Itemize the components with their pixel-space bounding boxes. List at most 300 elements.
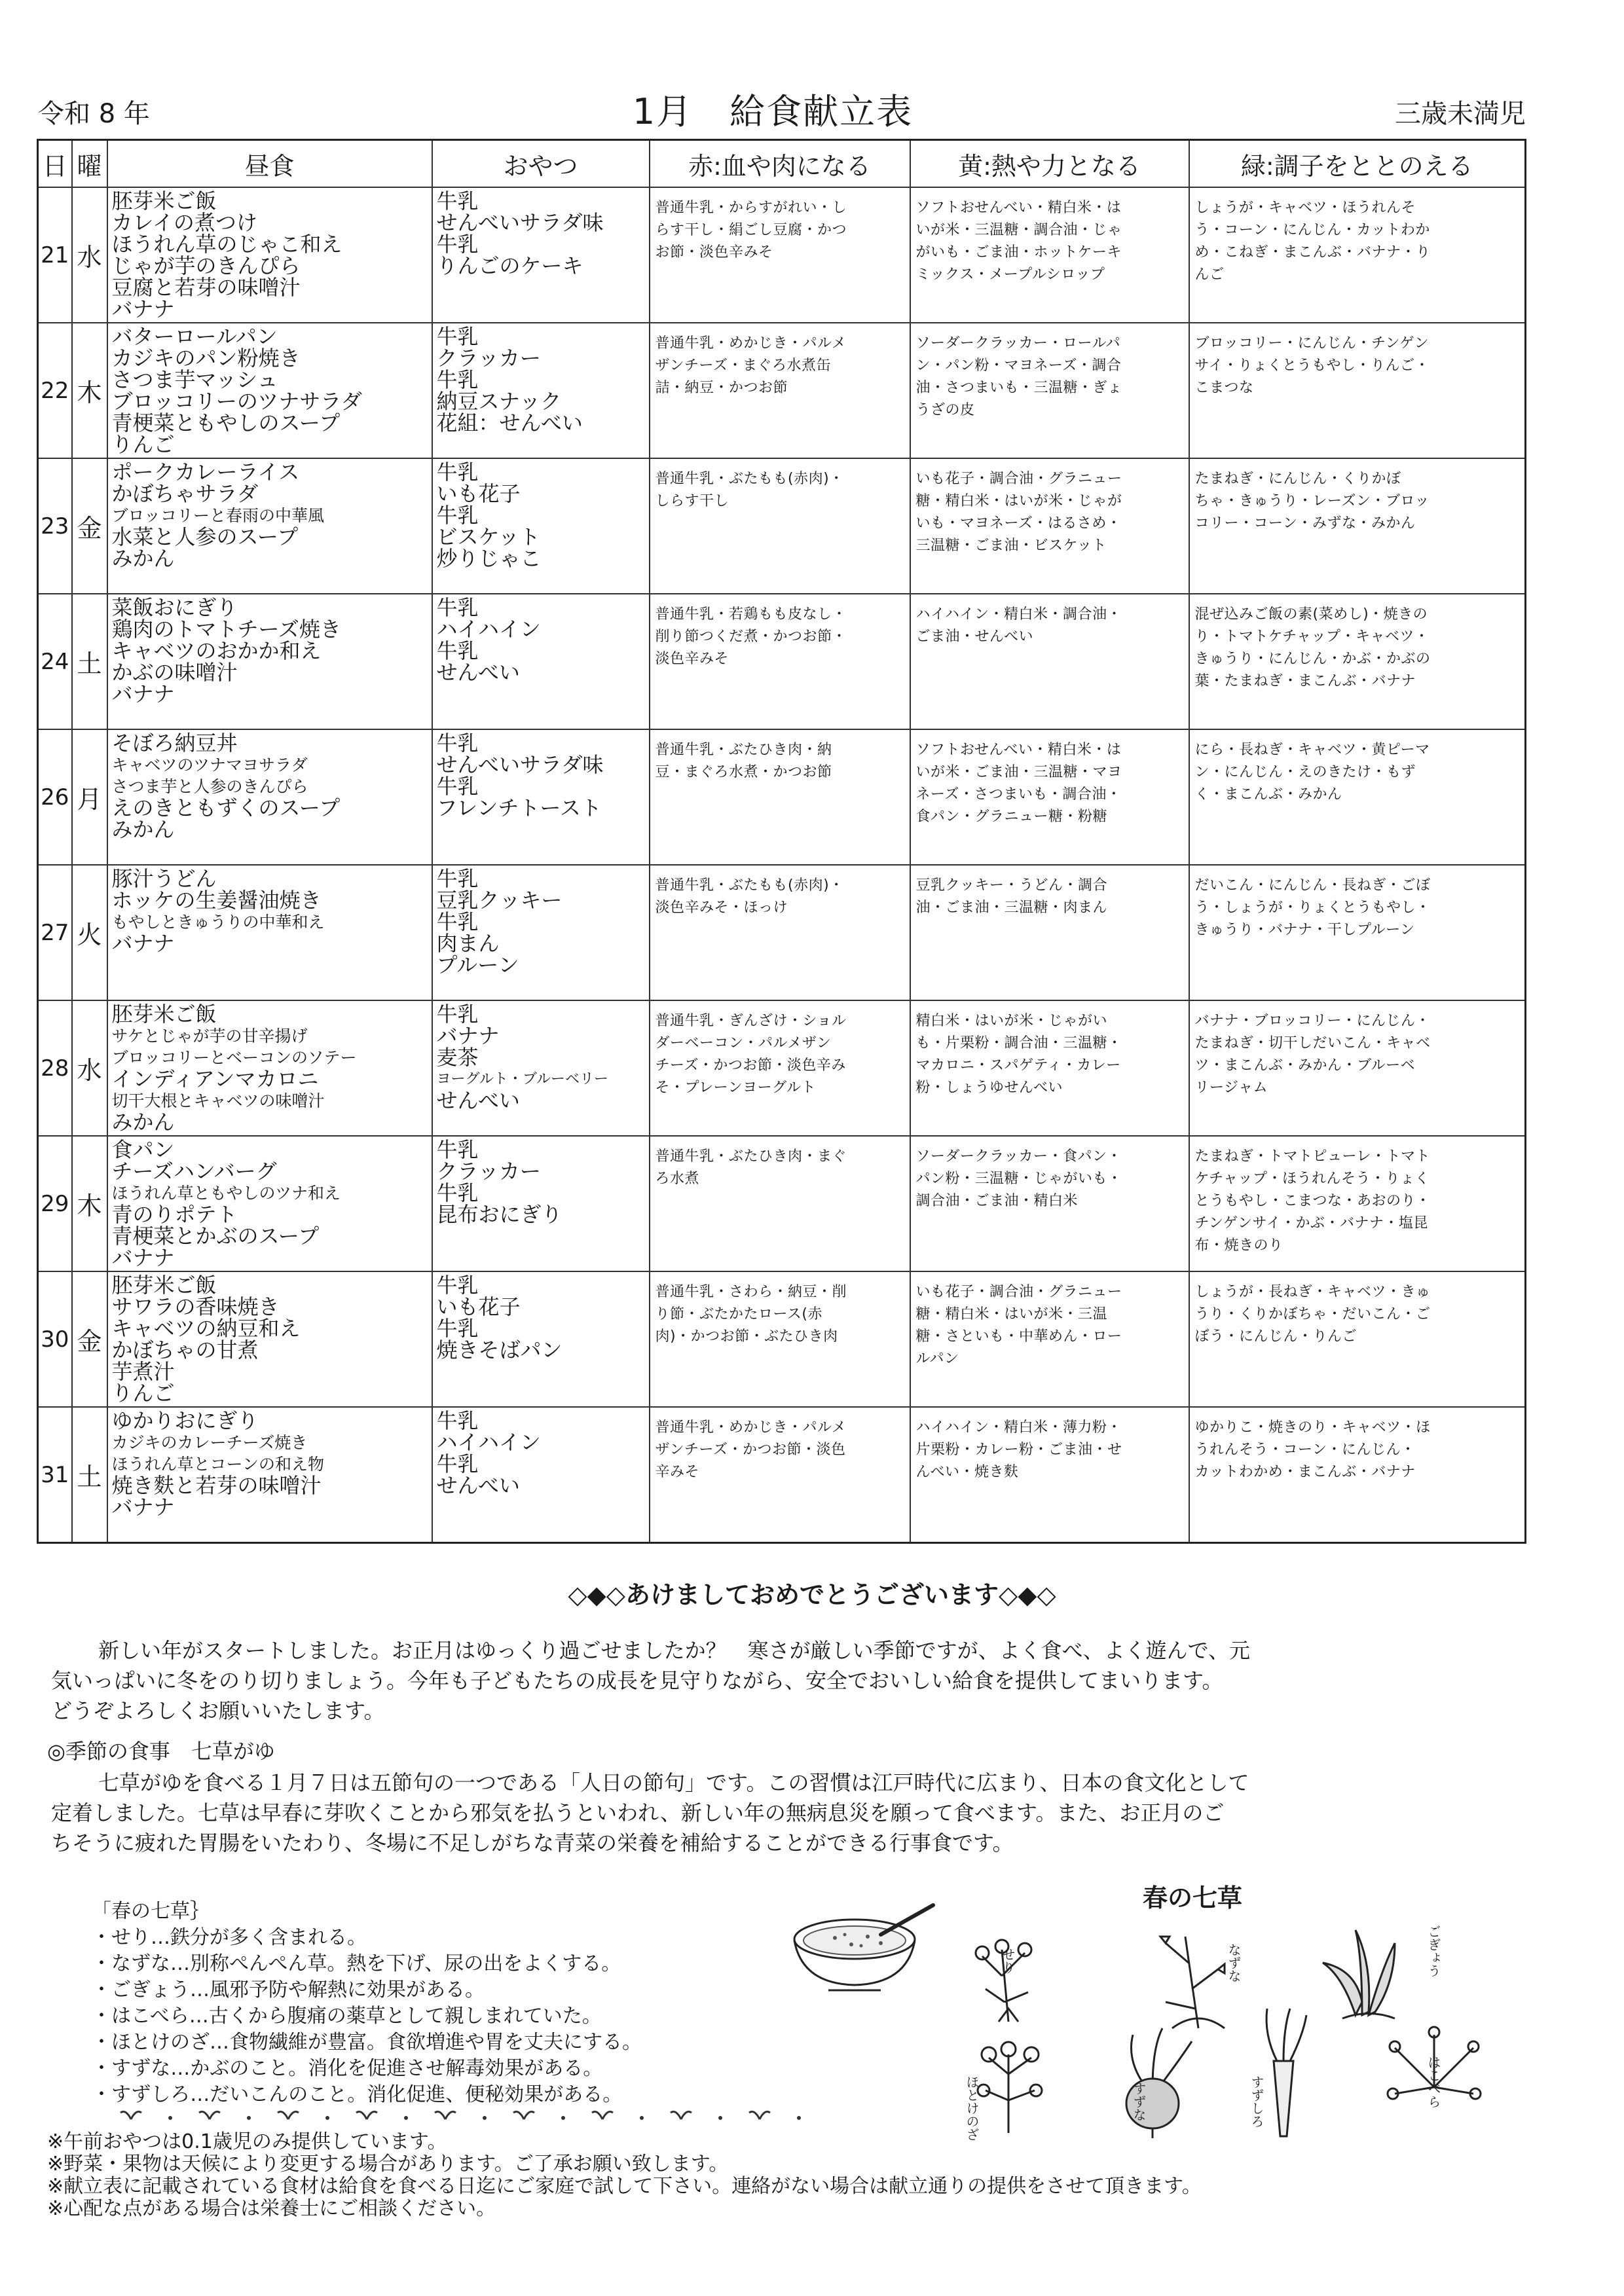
snack-items-line: 炒りじゃこ	[436, 546, 542, 572]
snack-items-line: 牛乳	[436, 232, 479, 257]
green-group-foods-line: しょうが・長ねぎ・キャベツ・きゅ	[1194, 1284, 1431, 1301]
day-weekday: 水	[72, 187, 107, 323]
snack-items-line: 牛乳	[436, 1180, 479, 1206]
red-group-foods-line: そ・プレーンヨーグルト	[655, 1080, 817, 1097]
lunch-items-line: 青梗菜ともやしのスープ	[111, 410, 341, 436]
green-group-foods-line: にら・長ねぎ・キャベツ・黄ピーマ	[1194, 742, 1430, 759]
lunch-items	[107, 1407, 432, 1542]
lunch-items-line: ほうれん草のじゃこ和え	[111, 232, 342, 257]
red-group-foods	[650, 865, 910, 1000]
snack-items-line: いも花子	[436, 481, 521, 507]
col-red: 赤:血や肉になる	[650, 140, 910, 188]
suzushiro-plant-icon	[1266, 2009, 1306, 2136]
lunch-items	[107, 1136, 432, 1271]
snack-items-line: ヨーグルト・ブルーベリー	[436, 1071, 608, 1088]
snack-items-line: 牛乳	[436, 324, 479, 350]
lunch-items-line: バナナ	[111, 1495, 175, 1520]
lunch-items-line: ほうれん草とコーンの和え物	[111, 1455, 325, 1474]
red-group-foods-line: ろ水煮	[655, 1171, 700, 1188]
snack-items	[432, 1271, 650, 1407]
snack-items-line: 肉まん	[436, 931, 500, 957]
red-group-foods-line: 普通牛乳・めかじき・パルメ	[655, 335, 847, 352]
snack-items	[432, 729, 650, 865]
snack-items-line: せんべいサラダ味	[436, 752, 604, 778]
green-group-foods-line: り・トマトケチャップ・キャベツ・	[1194, 629, 1430, 646]
green-group-foods-line: カットわかめ・まこんぶ・バナナ	[1194, 1464, 1416, 1481]
herbs-list-title: 「春の七草｝	[92, 1900, 210, 1923]
red-group-foods-line: 詰・納豆・かつお節	[655, 380, 788, 397]
day-date: 29	[38, 1136, 72, 1271]
red-group-foods-line: ダーベーコン・パルメザン	[655, 1035, 832, 1052]
porridge-bowl-icon	[783, 1899, 953, 1997]
green-group-foods-line: たまねぎ・切干しだいこん・キャベ	[1194, 1035, 1431, 1052]
yellow-group-foods-line: んべい・焼き麩	[915, 1464, 1019, 1481]
red-group-foods-line: 普通牛乳・さわら・納豆・削	[655, 1284, 847, 1301]
note-item: ※献立表に記載されている食材は給食を食べる日迄にご家庭で試して下さい。連絡がない場合は献立通りの提供をさせて頂きます。	[47, 2175, 1202, 2198]
red-group-foods-line: お節・淡色辛みそ	[655, 244, 773, 261]
snack-items-line: 牛乳	[436, 638, 479, 664]
snack-items-line: せんべい	[436, 1088, 520, 1114]
day-weekday: 金	[72, 458, 107, 594]
snack-items-line: 牛乳	[436, 1316, 479, 1341]
green-group-foods	[1189, 1271, 1526, 1407]
snack-items-line: せんべいサラダ味	[436, 210, 604, 235]
table-row	[38, 594, 1526, 729]
yellow-group-foods-line: ルパン	[915, 1351, 959, 1368]
green-group-foods-line: 葉・たまねぎ・まこんぶ・バナナ	[1194, 673, 1416, 690]
yellow-group-foods-line: ン・パン粉・マヨネーズ・調合	[915, 357, 1122, 374]
lunch-items-line: カジキのパン粉焼き	[111, 346, 301, 371]
yellow-group-foods-line: いが米・ごま油・三温糖・マヨ	[915, 764, 1122, 781]
green-group-foods-line: だいこん・にんじん・長ねぎ・ごぼ	[1194, 877, 1431, 894]
snack-items-line: りんごのケーキ	[436, 253, 583, 278]
table-header-row	[38, 140, 1526, 188]
lunch-items-line: りんご	[111, 432, 175, 458]
nazuna-plant-icon	[1160, 1937, 1225, 2028]
greeting-line: 気いっぱいに冬をのり切りましょう。今年も子どもたちの成長を見守りながら、安全でおいしい給食を提供してまいります。	[51, 1668, 1223, 1693]
table-row	[38, 1136, 1526, 1271]
yellow-group-foods-line: ソフトおせんべい・精白米・は	[915, 200, 1122, 216]
table-row	[38, 1407, 1526, 1542]
yellow-group-foods-line: ソフトおせんべい・精白米・は	[915, 742, 1122, 759]
snack-items-line: 納豆スナック	[436, 389, 562, 414]
yellow-group-foods-line: いも花子・調合油・グラニュー	[915, 471, 1122, 488]
lunch-items-line: ブロッコリーのツナサラダ	[111, 389, 362, 414]
snack-items-line: 牛乳	[436, 866, 479, 892]
lunch-items-line: キャベツのおかか和え	[111, 638, 322, 664]
lunch-items-line: 焼き麩と若芽の味噌汁	[111, 1473, 322, 1499]
red-group-foods-line: 普通牛乳・ぶたもも(赤肉)・	[655, 471, 844, 488]
day-date: 23	[38, 458, 72, 594]
lunch-items-line: ブロッコリーとベーコンのソテー	[111, 1048, 357, 1068]
plant-label-hotokenoza: ほとけのざ	[964, 2075, 980, 2141]
green-group-foods-line: バナナ・ブロッコリー・にんじん・	[1194, 1013, 1431, 1030]
lunch-items-line: 菜飯おにぎり	[111, 595, 238, 621]
green-group-foods	[1189, 458, 1526, 594]
table-row	[38, 1000, 1526, 1136]
day-weekday: 木	[72, 323, 107, 458]
red-group-foods-line: 淡色辛みそ・ほっけ	[655, 900, 788, 917]
day-date: 26	[38, 729, 72, 865]
green-group-foods-line: ケチャップ・ほうれんそう・りょく	[1194, 1171, 1430, 1188]
lunch-items	[107, 594, 432, 729]
lunch-items-line: ブロッコリーと春雨の中華風	[111, 506, 325, 526]
yellow-group-foods-line: ミックス・メープルシロップ	[915, 266, 1105, 283]
green-group-foods-line: うれんそう・コーン・にんじん・	[1194, 1442, 1416, 1459]
lunch-items-line: 青のりポテト	[111, 1202, 238, 1228]
seasonal-line: ちそうに疲れた胃腸をいたわり、冬場に不足しがちな青菜の栄養を補給することができる行事食です。	[51, 1831, 1014, 1855]
note-item: ※午前おやつは0.1歳児のみ提供しています。	[47, 2130, 447, 2153]
plant-label-gogyo: ごぎょう	[1426, 1925, 1441, 1977]
snack-items-line: いも花子	[436, 1294, 521, 1320]
plant-label-suzushiro: すずしろ	[1249, 2075, 1264, 2128]
gogyo-plant-icon	[1323, 1930, 1395, 2018]
era-year: 令和 8 年	[38, 99, 150, 129]
snack-items	[432, 1000, 650, 1136]
lunch-items-line: カジキのカレーチーズ焼き	[111, 1433, 308, 1453]
lunch-items-line: 食パン	[111, 1137, 175, 1163]
green-group-foods	[1189, 1000, 1526, 1136]
snack-items-line: せんべい	[436, 660, 520, 685]
day-date: 27	[38, 865, 72, 1000]
snack-items-line: 麦茶	[436, 1045, 479, 1070]
red-group-foods-line: 普通牛乳・めかじき・パルメ	[655, 1419, 847, 1436]
yellow-group-foods-line: 糖・精白米・はいが米・じゃが	[915, 493, 1122, 510]
list-item: ・なずな…別称ぺんぺん草。熱を下げ、尿の出をよくする。	[92, 1952, 621, 1975]
yellow-group-foods-line: 精白米・はいが米・じゃがい	[915, 1013, 1108, 1030]
snack-items	[432, 187, 650, 323]
green-group-foods	[1189, 865, 1526, 1000]
green-group-foods-line: う・しょうが・りょくとうもやし・	[1194, 900, 1431, 917]
lunch-items-line: インディアンマカロニ	[111, 1066, 319, 1092]
green-group-foods-line: しょうが・キャベツ・ほうれんそ	[1194, 200, 1416, 216]
green-group-foods-line: サイ・りょくとうもやし・りんご・	[1194, 357, 1430, 374]
day-date: 21	[38, 187, 72, 323]
snack-items-line: 牛乳	[436, 1137, 479, 1163]
lunch-items	[107, 865, 432, 1000]
green-group-foods-line: んご	[1194, 266, 1225, 283]
red-group-foods-line: ザンチーズ・まぐろ水煮缶	[655, 357, 831, 374]
lunch-items-line: 水菜と人参のスープ	[111, 524, 299, 550]
table-row	[38, 1271, 1526, 1407]
col-date: 日	[38, 140, 72, 188]
snack-items-line: ハイハイン	[436, 1430, 541, 1455]
red-group-foods-line: り節・ぶたかたロース(赤	[655, 1306, 822, 1323]
yellow-group-foods-line: ネーズ・さつまいも・調合油・	[915, 786, 1122, 803]
yellow-group-foods	[910, 1407, 1189, 1542]
snack-items-line: 牛乳	[436, 1273, 479, 1298]
class-name: 三歳未満児	[1395, 99, 1526, 129]
plant-label-suzuna: すずな	[1131, 2082, 1147, 2121]
yellow-group-foods-line: ごま油・せんべい	[915, 629, 1034, 646]
snack-items	[432, 1407, 650, 1542]
col-yellow: 黄:熱や力となる	[910, 140, 1189, 188]
lunch-items-line: ゆかりおにぎり	[111, 1408, 259, 1434]
yellow-group-foods-line: パン粉・三温糖・じゃがいも・	[915, 1171, 1122, 1188]
lunch-items-line: えのきともずくのスープ	[111, 795, 341, 821]
yellow-group-foods-line: 片栗粉・カレー粉・ごま油・せ	[915, 1442, 1122, 1459]
green-group-foods-line: ン・にんじん・えのきたけ・もず	[1194, 764, 1416, 781]
lunch-items-line: みかん	[111, 546, 175, 572]
table-row	[38, 323, 1526, 458]
yellow-group-foods	[910, 594, 1189, 729]
red-group-foods	[650, 458, 910, 594]
snack-items	[432, 1136, 650, 1271]
green-group-foods-line: きゅうり・バナナ・干しプルーン	[1194, 922, 1415, 939]
yellow-group-foods-line: 食パン・グラニュー糖・粉糖	[915, 809, 1108, 826]
snack-items-line: 牛乳	[436, 731, 479, 756]
lunch-items-line: バナナ	[111, 297, 175, 321]
day-date: 31	[38, 1407, 72, 1542]
snack-items-line: せんべい	[436, 1473, 520, 1499]
list-item: ・すずな…かぶのこと。消化を促進させ解毒効果がある。	[92, 2057, 603, 2080]
snack-items-line: 牛乳	[436, 909, 479, 935]
day-date: 30	[38, 1271, 72, 1407]
green-group-foods-line: リージャム	[1194, 1080, 1268, 1097]
snack-items-line: ビスケット	[436, 524, 540, 550]
green-group-foods-line: こまつな	[1194, 380, 1254, 397]
green-group-foods	[1189, 1136, 1526, 1271]
col-lunch: 昼食	[107, 140, 432, 188]
yellow-group-foods-line: も・片栗粉・調合油・三温糖・	[915, 1035, 1122, 1052]
red-group-foods-line: 普通牛乳・からすがれい・し	[655, 200, 847, 216]
snack-items-line: 昆布おにぎり	[436, 1202, 563, 1228]
lunch-items-line: サワラの香味焼き	[111, 1294, 280, 1320]
list-item: ・ほとけのざ…食物繊維が豊富。食欲増進や胃を丈夫にする。	[92, 2031, 642, 2054]
page-title: 1月 給食献立表	[632, 91, 913, 132]
red-group-foods	[650, 323, 910, 458]
snack-items-line: 花組：せんべい	[436, 410, 583, 436]
lunch-items-line: ほうれん草ともやしのツナ和え	[111, 1184, 341, 1203]
lunch-items-line: 胚芽米ご飯	[111, 1273, 217, 1298]
lunch-items-line: サケとじゃが芋の甘辛揚げ	[111, 1027, 308, 1046]
snack-items-line: 豆乳クッキー	[436, 888, 563, 913]
col-dow: 曜	[72, 140, 107, 188]
red-group-foods	[650, 1000, 910, 1136]
green-group-foods-line: コリー・コーン・みずな・みかん	[1194, 515, 1416, 532]
greeting-paragraph	[51, 1635, 1551, 1726]
green-group-foods-line: ツ・まこんぶ・みかん・ブルーベ	[1194, 1057, 1416, 1074]
red-group-foods-line: チーズ・かつお節・淡色辛み	[655, 1057, 846, 1074]
red-group-foods-line: 普通牛乳・若鶏もも皮なし・	[655, 606, 847, 623]
greeting-heading: ◇◆◇あけましておめでとうございます◇◆◇	[568, 1580, 1056, 1609]
red-group-foods-line: 普通牛乳・ぎんざけ・ショル	[655, 1013, 847, 1030]
red-group-foods	[650, 1407, 910, 1542]
yellow-group-foods-line: マカロニ・スパゲティ・カレー	[915, 1057, 1121, 1074]
snack-items-line: 牛乳	[436, 1408, 479, 1434]
lunch-items-line: キャベツのツナマヨサラダ	[111, 756, 308, 775]
list-item: ・はこべら…古くから腹痛の薬草として親しまれていた。	[92, 2005, 602, 2028]
red-group-foods	[650, 594, 910, 729]
snack-items-line: 牛乳	[436, 595, 479, 621]
green-group-foods-line: ちゃ・きゅうり・レーズン・ブロッ	[1194, 493, 1430, 510]
day-weekday: 月	[72, 729, 107, 865]
lunch-items-line: さつま芋と人参のきんぴら	[111, 777, 308, 797]
red-group-foods	[650, 187, 910, 323]
lunch-items	[107, 729, 432, 865]
list-item: ・すずしろ…だいこんのこと。消化促進、便秘効果がある。	[92, 2083, 623, 2106]
yellow-group-foods-line: 油・さつまいも・三温糖・ぎょ	[915, 380, 1122, 397]
yellow-group-foods-line: 糖・精白米・はいが米・三温	[915, 1306, 1108, 1323]
yellow-group-foods-line: 粉・しょうゆせんべい	[915, 1080, 1063, 1097]
green-group-foods-line: うり・くりかぼちゃ・だいこん・ご	[1194, 1306, 1431, 1323]
col-green: 緑:調子をととのえる	[1189, 140, 1526, 188]
green-group-foods-line: とうもやし・こまつな・あおのり・	[1194, 1193, 1431, 1210]
snack-items-line: クラッカー	[436, 346, 541, 371]
lunch-items-line: 豚汁うどん	[111, 866, 217, 892]
lunch-items-line: さつま芋マッシュ	[111, 367, 278, 393]
day-weekday: 木	[72, 1136, 107, 1271]
red-group-foods-line: 淡色辛みそ	[655, 651, 729, 668]
snack-items-line: 牛乳	[436, 1002, 479, 1027]
day-weekday: 火	[72, 865, 107, 1000]
lunch-items	[107, 323, 432, 458]
hotokenoza-plant-icon	[978, 2042, 1042, 2133]
lunch-items-line: 胚芽米ご飯	[111, 189, 217, 213]
lunch-items	[107, 1000, 432, 1136]
red-group-foods-line: 普通牛乳・ぶたもも(赤肉)・	[655, 877, 844, 894]
yellow-group-foods	[910, 458, 1189, 594]
yellow-group-foods	[910, 323, 1189, 458]
lunch-items-line: 芋煮汁	[111, 1359, 175, 1385]
lunch-items	[107, 458, 432, 594]
snack-items-line: 牛乳	[436, 1451, 479, 1477]
green-group-foods-line: 混ぜ込みご飯の素(菜めし)・焼きの	[1194, 606, 1428, 623]
red-group-foods-line: しらす干し	[655, 493, 729, 510]
red-group-foods-line: 普通牛乳・ぶたひき肉・納	[655, 742, 832, 759]
lunch-items-line: 胚芽米ご飯	[111, 1002, 217, 1027]
day-weekday: 土	[72, 1407, 107, 1542]
snack-items-line: 焼きそばパン	[436, 1338, 563, 1363]
seasonal-heading: ◎季節の食事 七草がゆ	[47, 1739, 275, 1764]
lunch-items-line: そぼろ納豆丼	[111, 731, 238, 756]
red-group-foods	[650, 1136, 910, 1271]
yellow-group-foods	[910, 865, 1189, 1000]
snack-items-line: 牛乳	[436, 503, 479, 528]
day-date: 28	[38, 1000, 72, 1136]
table-row	[38, 865, 1526, 1000]
snack-items	[432, 865, 650, 1000]
table-row	[38, 187, 1526, 323]
yellow-group-foods-line: いが米・三温糖・調合油・じゃ	[915, 222, 1122, 238]
lunch-items-line: チーズハンバーグ	[111, 1159, 277, 1184]
yellow-group-foods-line: がいも・ごま油・ホットケーキ	[915, 244, 1122, 261]
snack-items-line: 牛乳	[436, 460, 479, 485]
snack-items-line: クラッカー	[436, 1159, 541, 1184]
plant-label-nazuna: なずな	[1226, 1943, 1242, 1982]
yellow-group-foods-line: 糖・さといも・中華めん・ロー	[915, 1328, 1122, 1345]
red-group-foods	[650, 1271, 910, 1407]
yellow-group-foods-line: 調合油・ごま油・精白米	[915, 1193, 1079, 1210]
list-item: ・ごぎょう…風邪予防や解熱に効果がある。	[92, 1978, 485, 2001]
lunch-items	[107, 187, 432, 323]
yellow-group-foods-line: ハイハイン・精白米・調合油・	[915, 606, 1122, 623]
day-date: 22	[38, 323, 72, 458]
footnotes	[47, 2131, 1202, 2220]
green-group-foods-line: く・まこんぶ・みかん	[1194, 786, 1342, 803]
snack-items	[432, 323, 650, 458]
illustration-title: 春の七草	[1143, 1883, 1243, 1912]
lunch-items-line: キャベツの納豆和え	[111, 1316, 301, 1341]
note-item: ※野菜・果物は天候により変更する場合があります。ご了承お願い致します。	[47, 2153, 729, 2176]
lunch-items-line: かぶの味噌汁	[111, 660, 238, 685]
snack-items-line: 牛乳	[436, 367, 479, 393]
lunch-items-line: ポークカレーライス	[111, 460, 300, 485]
snack-items-line: プルーン	[436, 953, 519, 978]
yellow-group-foods	[910, 1136, 1189, 1271]
plant-label-seri: せり	[1000, 1948, 1016, 1974]
yellow-group-foods-line: うざの皮	[915, 402, 975, 419]
yellow-group-foods	[910, 1000, 1189, 1136]
green-group-foods	[1189, 729, 1526, 865]
green-group-foods-line: たまねぎ・トマトピューレ・トマト	[1194, 1148, 1431, 1165]
plant-label-hakobera: はこべら	[1426, 2056, 1441, 2108]
red-group-foods-line: 辛みそ	[655, 1464, 700, 1481]
seasonal-line: 七草がゆを食べる１月７日は五節句の一つである「人日の節句」です。この習慣は江戸時代に広まり、日本の食文化として	[98, 1770, 1249, 1795]
lunch-items-line: バターロールパン	[111, 324, 278, 350]
snack-items-line: バナナ	[436, 1023, 500, 1049]
greeting-line: どうぞよろしくお願いいたします。	[51, 1698, 385, 1723]
green-group-foods	[1189, 323, 1526, 458]
snack-items	[432, 594, 650, 729]
lunch-items-line: かぼちゃの甘煮	[111, 1338, 259, 1363]
snack-items-line: ハイハイン	[436, 617, 541, 642]
lunch-items-line: バナナ	[111, 682, 175, 707]
yellow-group-foods	[910, 1271, 1189, 1407]
green-group-foods-line: きゅうり・にんじん・かぶ・かぶの	[1194, 651, 1431, 668]
red-group-foods-line: 普通牛乳・ぶたひき肉・まぐ	[655, 1148, 847, 1165]
red-group-foods-line: ザンチーズ・かつお節・淡色	[655, 1442, 846, 1459]
sprout-divider-icon	[118, 2098, 904, 2124]
yellow-group-foods-line: いも花子・調合油・グラニュー	[915, 1284, 1122, 1301]
day-weekday: 土	[72, 594, 107, 729]
lunch-items-line: かぼちゃサラダ	[111, 481, 259, 507]
green-group-foods-line: ぼう・にんじん・りんご	[1194, 1328, 1357, 1345]
lunch-items	[107, 1271, 432, 1407]
greeting-line: 新しい年がスタートしました。お正月はゆっくり過ごせましたか？ 寒さが厳しい季節ですが、よく食べ、よく遊んで、元	[98, 1638, 1251, 1663]
red-group-foods-line: 肉)・かつお節・ぶたひき肉	[655, 1328, 838, 1345]
lunch-items-line: バナナ	[111, 931, 175, 957]
green-group-foods	[1189, 187, 1526, 323]
table-row	[38, 458, 1526, 594]
green-group-foods	[1189, 1407, 1526, 1542]
lunch-items-line: みかん	[111, 1110, 175, 1135]
green-group-foods-line: め・こねぎ・まこんぶ・バナナ・り	[1194, 244, 1431, 261]
yellow-group-foods-line: ハイハイン・精白米・薄力粉・	[915, 1419, 1122, 1436]
yellow-group-foods-line: 三温糖・ごま油・ビスケット	[915, 538, 1107, 555]
green-group-foods-line: 布・焼きのり	[1194, 1237, 1283, 1254]
yellow-group-foods-line: 油・ごま油・三温糖・肉まん	[915, 900, 1108, 917]
day-date: 24	[38, 594, 72, 729]
note-item: ※心配な点がある場合は栄養士にご相談ください。	[47, 2197, 496, 2220]
yellow-group-foods-line: ソーダークラッカー・ロールパ	[915, 335, 1121, 352]
lunch-items-line: じゃが芋のきんぴら	[111, 253, 301, 278]
yellow-group-foods-line: ソーダークラッカー・食パン・	[915, 1148, 1122, 1165]
seasonal-paragraph	[51, 1768, 1551, 1858]
menu-table	[37, 139, 1526, 1544]
day-weekday: 水	[72, 1000, 107, 1136]
lunch-items-line: 青梗菜とかぶのスープ	[111, 1224, 320, 1249]
snack-items	[432, 458, 650, 594]
lunch-items-line: りんご	[111, 1381, 175, 1406]
lunch-items-line: 切干大根とキャベツの味噌汁	[111, 1091, 325, 1111]
col-snack: おやつ	[432, 140, 650, 188]
lunch-items-line: バナナ	[111, 1245, 175, 1271]
yellow-group-foods	[910, 187, 1189, 323]
green-group-foods	[1189, 594, 1526, 729]
yellow-group-foods	[910, 729, 1189, 865]
red-group-foods-line: らす干し・絹ごし豆腐・かつ	[655, 222, 847, 238]
